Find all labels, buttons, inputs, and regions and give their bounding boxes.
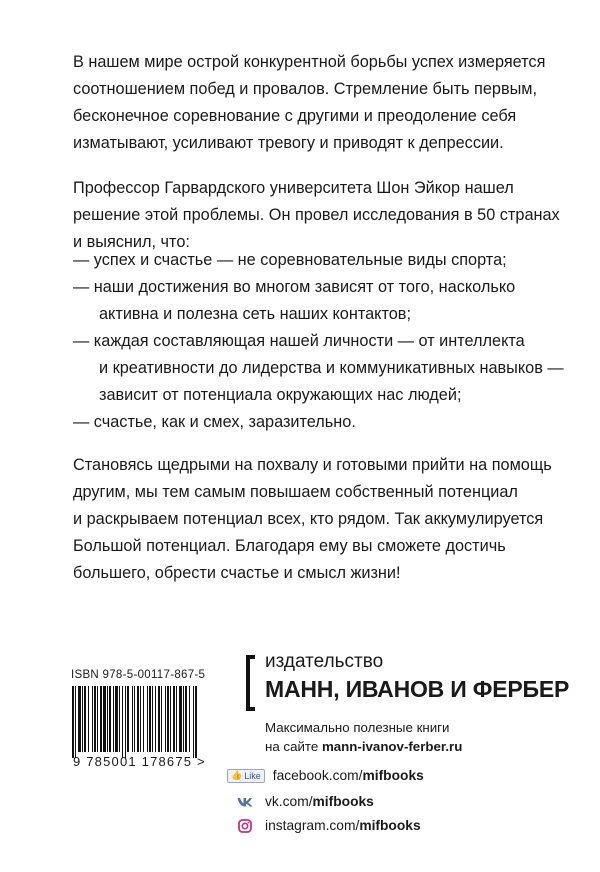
isbn-number: ISBN 978-5-00117-867-5 [71, 669, 206, 681]
list-item: — успех и счастье — не соревновательные виды спорта; [73, 251, 507, 269]
facebook-link[interactable]: 👍 Like facebook.com/ mifbooks [235, 768, 424, 783]
publisher-label: издательство [265, 651, 384, 672]
publisher-name: МАНН, ИВАНОВ И ФЕРБЕР [265, 676, 570, 702]
list-item: — наши достижения во многом зависят от того, насколько активна и полезна сеть наших контактов; [73, 278, 516, 323]
vk-icon [235, 795, 255, 809]
instagram-icon [235, 819, 255, 833]
findings-list [73, 247, 564, 436]
site-text: Максимально полезные книги на сайте mann-ivanov-ferber.ru [265, 720, 463, 754]
like-icon: 👍 Like [227, 769, 265, 783]
instagram-link[interactable]: instagram.com/ mifbooks [235, 818, 421, 833]
list-item: — каждая составляющая нашей личности — от интеллекта и креативности до лидерства и коммуникативных навыков — зависит от потенциала окружающих нас людей; [73, 332, 564, 404]
intro-paragraph: В нашем мире острой конкурентной борьбы успех измеряется соотношением побед и провалов. Стремление быть первым, бесконечное соревнование с другими и преодоление себя изматывают, усиливают тревогу и приводят к депрессии. [73, 53, 546, 152]
research-paragraph: Профессор Гарвардского университета Шон Эйкор нашел решение этой проблемы. Он провел исследования в 50 странах и выяснил, что: [73, 179, 560, 251]
list-item: — счастье, как и смех, заразительно. [73, 413, 356, 431]
conclusion-paragraph: Становясь щедрыми на похвалу и готовыми прийти на помощь другим, мы тем самым повышаем собственный потенциал и раскрываем потенциал всех, кто рядом. Так аккумулируется Большой потенциал. Благодаря ему вы сможете достичь большего, обрести счастье и смысл жизни! [73, 456, 552, 582]
barcode [70, 686, 200, 758]
site-link[interactable]: mann-ivanov-ferber.ru [321, 739, 463, 754]
barcode-digits: 9 785001 178675 > [73, 754, 206, 769]
vk-link[interactable]: vk.com/ mifbooks [235, 794, 374, 809]
publisher-bracket [246, 655, 255, 711]
